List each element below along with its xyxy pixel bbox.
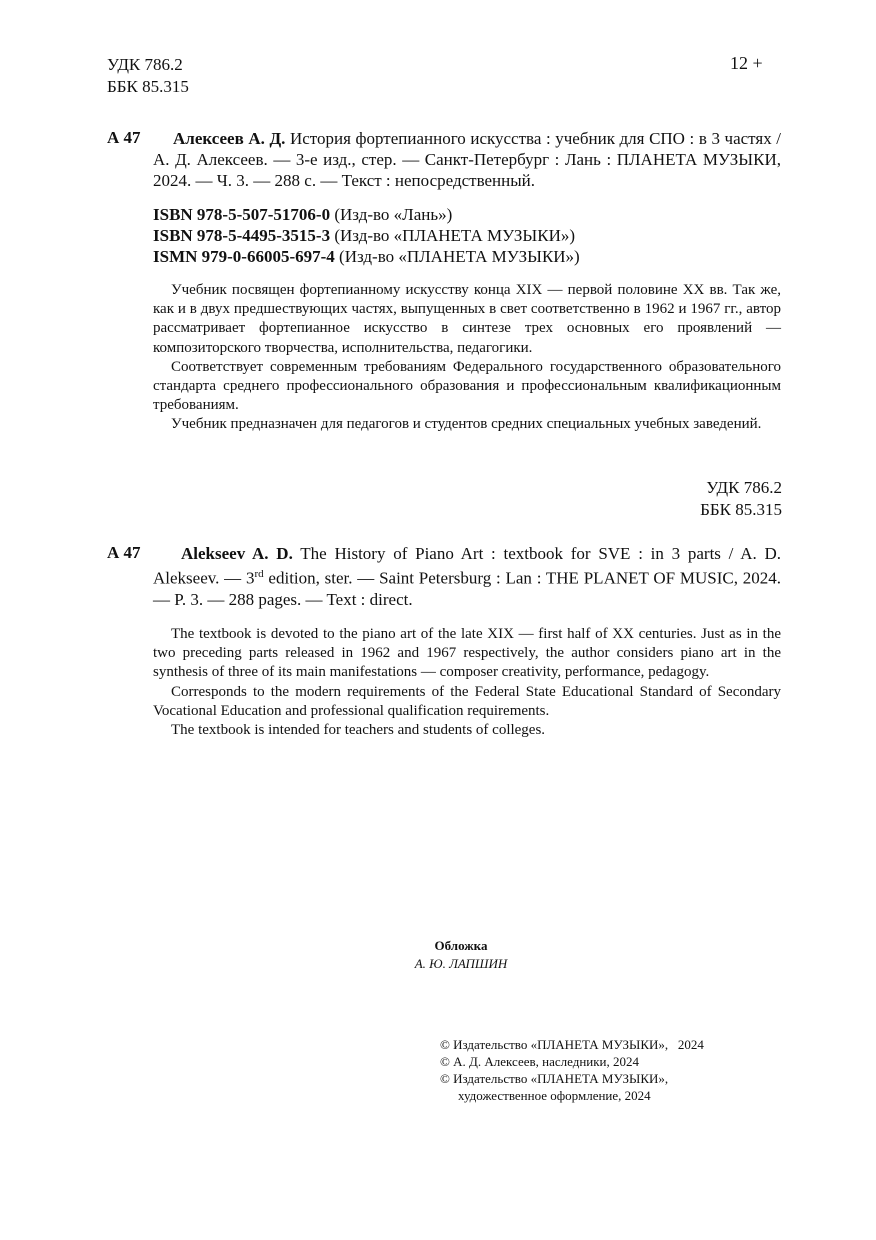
en-entry-text-a: The History of Piano Art : textbook for SVE : in 3 parts / A. D. Alekseev. — 3 — [153, 544, 781, 588]
isbn-publisher: (Изд-во «ПЛАНЕТА МУЗЫКИ») — [334, 226, 576, 245]
cover-designer: А. Ю. ЛАПШИН — [414, 956, 508, 971]
udk-code: УДК 786.2 — [107, 55, 183, 74]
ismn-number: ISMN 979-0-66005-697-4 — [153, 247, 335, 266]
ru-annotation-paragraph: Учебник посвящен фортепианному искусству конца XIX — первой половине XX вв. Так же, как и в двух предшествующих частях, выпущенных в свет соответственно в 1962 и 1967 гг., автор рассматривает фортепианное искусство в синтезе трех основных его проявлений — композиторского творчества, исполнительства, педагогики. — [153, 282, 781, 356]
copyright-block — [440, 1036, 704, 1104]
ru-annotation-paragraph: Учебник предназначен для педагогов и студентов средних специальных учебных заведений. — [171, 416, 762, 433]
isbn-line — [153, 204, 580, 225]
en-catalog-code: А 47 — [107, 543, 141, 562]
header-classification — [107, 54, 189, 98]
ru-annotation-paragraph: Соответствует современным требованиям Федерального государственного образовательного стандарта среднего профессионального образования и профессиональным квалификационным требованиям. — [153, 358, 781, 414]
bbk-code: ББК 85.315 — [107, 77, 189, 96]
ru-catalog-code: А 47 — [107, 128, 141, 147]
copyright-line: © А. Д. Алексеев, наследники, 2024 — [440, 1054, 640, 1069]
copyright-line: художественное оформление, 2024 — [458, 1088, 651, 1103]
isbn-line — [153, 246, 580, 267]
en-annotation-paragraph: Corresponds to the modern requirements of the Federal State Educational Standard of Secondary Vocational Education and professional qualification requirements. — [153, 683, 781, 719]
copyright-line: © Издательство «ПЛАНЕТА МУЗЫКИ», 2024 — [440, 1037, 704, 1052]
isbn-line — [153, 225, 580, 246]
isbn-block — [153, 204, 580, 267]
cover-credit — [350, 937, 572, 973]
isbn-number: ISBN 978-5-4495-3515-3 — [153, 226, 331, 245]
cover-label: Обложка — [434, 938, 488, 953]
en-annotation-paragraph: The textbook is intended for teachers and students of colleges. — [171, 722, 546, 739]
en-bibliographic-entry — [153, 543, 781, 610]
en-annotation — [153, 625, 781, 740]
udk-code: УДК 786.2 — [706, 478, 782, 497]
isbn-publisher: (Изд-во «ПЛАНЕТА МУЗЫКИ») — [339, 247, 580, 266]
en-annotation-paragraph: The textbook is devoted to the piano art of the late XIX — first half of XX centuries. Just as in the two preceding parts released in 1962 and 1967 respectively, the author considers piano art in the synthesis of three of its main manifestations — composer creativity, performance, pedagogy. — [153, 626, 781, 681]
copyright-line: © Издательство «ПЛАНЕТА МУЗЫКИ», — [440, 1071, 669, 1086]
ru-annotation — [153, 281, 781, 435]
isbn-publisher: (Изд-во «Лань») — [334, 205, 453, 224]
en-author: Alekseev A. D. — [181, 544, 293, 563]
age-rating: 12 + — [730, 53, 763, 73]
ru-author: Алексеев А. Д. — [173, 129, 286, 148]
bbk-code: ББК 85.315 — [700, 500, 782, 519]
right-classification — [700, 477, 782, 521]
en-entry-text-b: edition, ster. — Saint Petersburg : Lan : THE PLANET OF MUSIC, 2024. — P. 3. — 288 pages. — Text : direct. — [153, 568, 781, 609]
en-entry-sup: rd — [254, 568, 264, 580]
ru-bibliographic-entry — [153, 128, 781, 191]
ru-entry-text: История фортепианного искусства : учебник для СПО : в 3 частях / А. Д. Алексеев. — 3-е изд., стер. — Санкт-Петербург : Лань : ПЛАНЕТА МУЗЫКИ, 2024. — Ч. 3. — 288 с. — Текст : непосредственный. — [153, 129, 781, 190]
isbn-number: ISBN 978-5-507-51706-0 — [153, 205, 331, 224]
